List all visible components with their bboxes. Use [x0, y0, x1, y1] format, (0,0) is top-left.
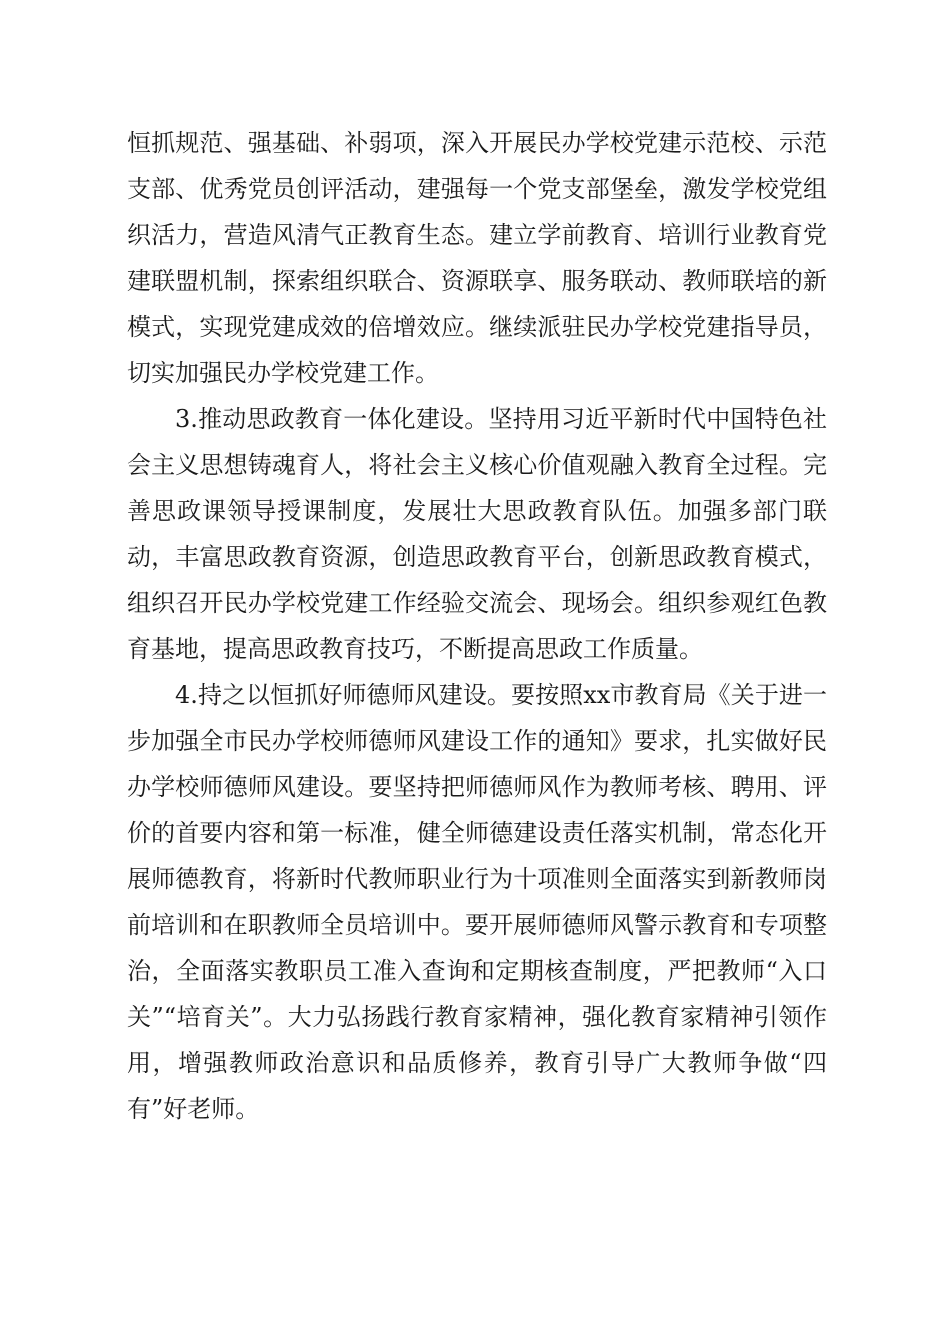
paragraph-ideological-education: 3.推动思政教育一体化建设。坚持用习近平新时代中国特色社会主义思想铸魂育人，将社会主义核心价值观融入教育全过程。完善思政课领导授课制度，发展壮大思政教育队伍。加强多部门联动，丰富思政教育资源，创造思政教育平台，创新思政教育模式，组织召开民办学校党建工作经验交流会、现场会。组织参观红色教育基地，提高思政教育技巧，不断提高思政工作质量。	[127, 405, 827, 663]
paragraph-party-building: 恒抓规范、强基础、补弱项，深入开展民办学校党建示范校、示范支部、优秀党员创评活动，建强每一个党支部堡垒，激发学校党组织活力，营造风清气正教育生态。建立学前教育、培训行业教育党建联盟机制，探索组织联合、资源联享、服务联动、教师联培的新模式，实现党建成效的倍增效应。继续派驻民办学校党建指导员，切实加强民办学校党建工作。	[127, 129, 827, 387]
paragraph-teacher-ethics: 4.持之以恒抓好师德师风建设。要按照xx市教育局《关于进一步加强全市民办学校师德师风建设工作的通知》要求，扎实做好民办学校师德师风建设。要坚持把师德师风作为教师考核、聘用、评价的首要内容和第一标准，健全师德建设责任落实机制，常态化开展师德教育，将新时代教师职业行为十项准则全面落实到新教师岗前培训和在职教师全员培训中。要开展师德师风警示教育和专项整治，全面落实教职员工准入查询和定期核查制度，严把教师“入口关”“培育关”。大力弘扬践行教育家精神，强化教育家精神引领作用，增强教师政治意识和品质修养，教育引导广大教师争做“四有”好老师。	[127, 681, 827, 1123]
document-body	[127, 120, 827, 1132]
